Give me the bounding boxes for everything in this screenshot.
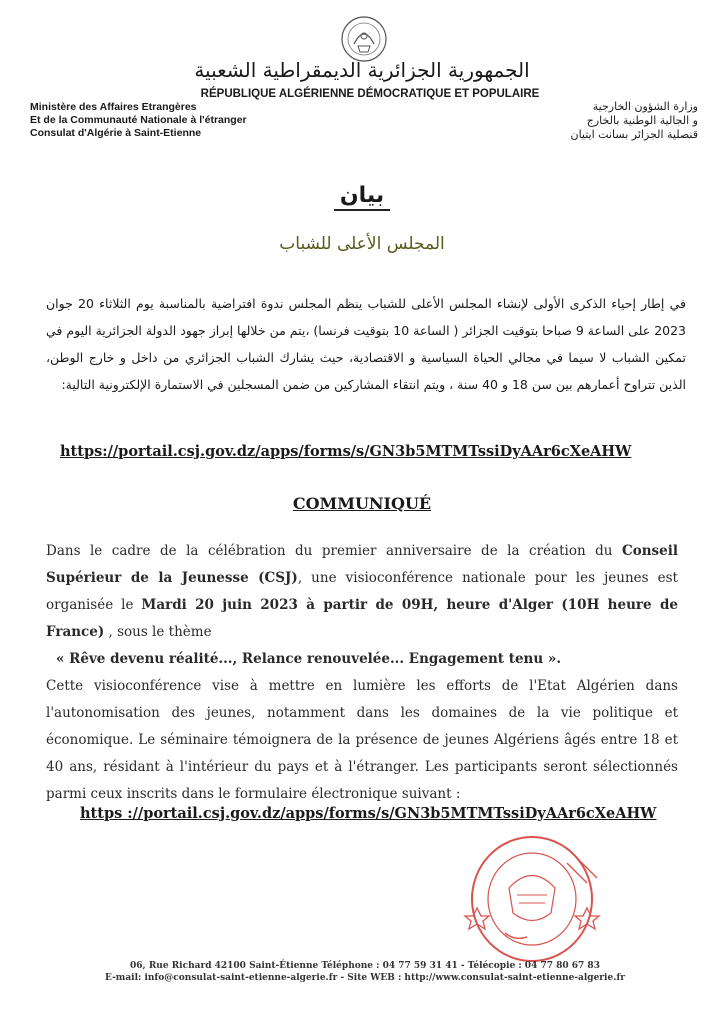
arabic-paragraph: في إطار إحياء الذكرى الأولى لإنشاء المجلس الأعلى للشباب ينظم المجلس ندوة افتراضية بالمناسبة يوم الثلاثاء 20 جوان 2023 على الساعة 9 صباحا بتوقيت الجزائر ( الساعة 10 بتوقيت فرنسا) ،يتم من خلالها إبراز جهود الدولة الجزائرية اليوم في تمكين الشباب لا سيما في مجالي الحياة السياسية و الاقتصادية، حيث يشارك الشباب الجزائري من داخل و خارج الوطن، الذين تتراوح أعمارهم بين سن 18 و 40 سنة ، ويتم انتقاء المشاركين من ضمن المسجلين في الاستمارة الإلكترونية التالية: [46, 296, 686, 392]
french-text: Dans le cadre de la célébration du premier anniversaire de la création du [46, 543, 622, 559]
ministry-block-french [30, 101, 247, 140]
ministry-line: وزارة الشؤون الخارجية [592, 100, 698, 113]
french-paragraph-1 [46, 538, 678, 673]
footer-contact [60, 960, 670, 984]
republic-title-french: RÉPUBLIQUE ALGÉRIENNE DÉMOCRATIQUE ET POPULAIRE [200, 88, 540, 100]
arabic-subtitle: المجلس الأعلى للشباب [279, 234, 445, 254]
ministry-line: و الجالية الوطنية بالخارج [586, 114, 698, 127]
national-emblem-icon [340, 14, 388, 64]
french-bold-text: Mardi 20 juin 2023 à partir de 09H, heure d'Alger (10H heure de France) [46, 597, 678, 640]
french-text: , sous le thème [104, 624, 212, 640]
communique-heading: COMMUNIQUÉ [292, 494, 432, 513]
footer-address-line: 06, Rue Richard 42100 Saint-Étienne Téléphone : 04 77 59 31 41 - Télécopie : 04 77 80 67 83 [130, 961, 600, 971]
registration-link-french[interactable]: https ://portail.csj.gov.dz/apps/forms/s/GN3b5MTMTssiDyAAr6cXeAHW [80, 805, 657, 822]
registration-link-arabic[interactable]: https://portail.csj.gov.dz/apps/forms/s/GN3b5MTMTssiDyAAr6cXeAHW [60, 443, 632, 460]
ministry-line: Et de la Communauté Nationale à l'étranger [30, 114, 247, 126]
ministry-block-arabic [570, 100, 698, 142]
french-bold-text: Conseil Supérieur de la Jeunesse (CSJ) [46, 543, 678, 586]
arabic-heading [0, 183, 724, 208]
french-paragraph-2: Cette visioconférence vise à mettre en lumière les efforts de l'Etat Algérien dans l'autonomisation des jeunes, notamment dans les domaines de la vie politique et économique. Le séminaire témoignera de la présence de jeunes Algériens âgés entre 18 et 40 ans, résidant à l'intérieur du pays et à l'étranger. Les participants seront sélectionnés parmi ceux inscrits dans le formulaire électronique suivant : [46, 678, 678, 802]
arabic-heading-text: بيان [334, 183, 390, 211]
consulate-stamp-icon [447, 833, 617, 967]
consulate-line: Consulat d'Algérie à Saint-Etienne [30, 127, 202, 139]
french-text: , une visioconférence nationale pour les jeunes est organisée le [46, 570, 678, 613]
ministry-line: Ministère des Affaires Etrangères [30, 101, 197, 113]
footer-web-line: E-mail: info@consulat-saint-etienne-algerie.fr - Site WEB : http://www.consulat-saint-etienne-algerie.fr [105, 973, 625, 983]
republic-title-arabic: الجمهورية الجزائرية الديمقراطية الشعبية [194, 58, 530, 82]
consulate-line: قنصلية الجزائر بسانت ايتيان [570, 128, 698, 141]
theme-text: « Rêve devenu réalité..., Relance renouvelée... Engagement tenu ». [56, 651, 562, 667]
french-body [46, 538, 678, 808]
